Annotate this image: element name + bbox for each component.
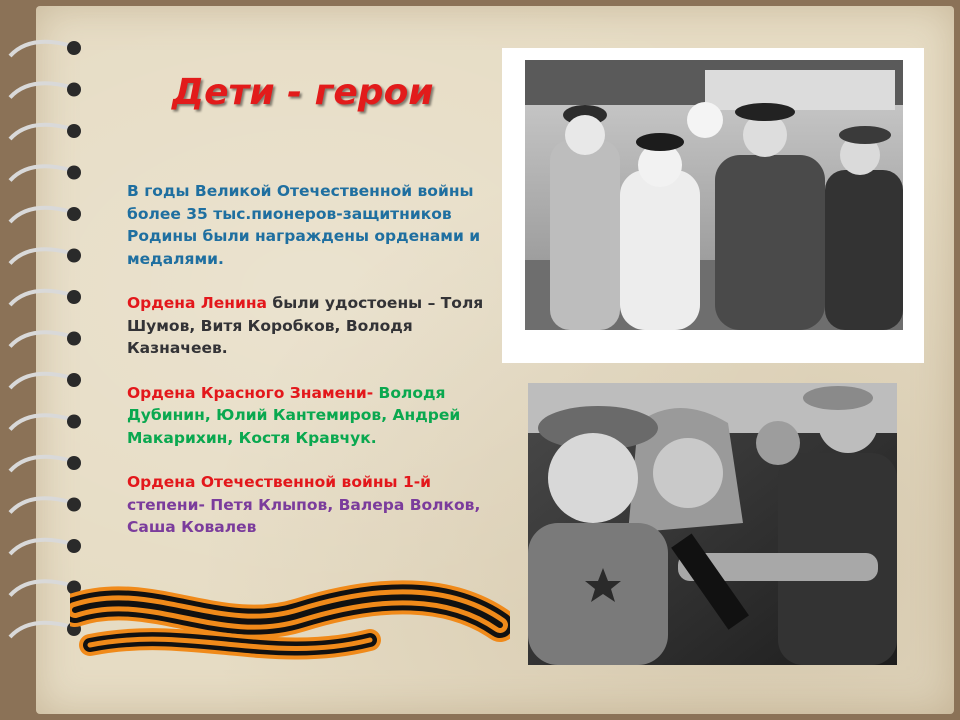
spiral-ring xyxy=(10,42,72,56)
spiral-ring xyxy=(10,125,72,139)
red-banner-text: Володя Дубинин, Юлий Кантемиров, Андрей Макарихин, Костя Кравчук. xyxy=(127,383,461,447)
spiral-ring xyxy=(10,374,72,388)
spiral-ring xyxy=(10,83,72,97)
red-banner-label: Ордена Красного Знамени- xyxy=(127,383,374,402)
lenin-label: Ордена Ленина xyxy=(127,294,267,312)
page-title: Дети - герои xyxy=(172,72,434,113)
binding-hole xyxy=(67,207,81,221)
binding-hole xyxy=(67,41,81,55)
intro-paragraph xyxy=(127,180,497,270)
photo-top xyxy=(525,60,903,330)
binding-hole xyxy=(67,166,81,180)
spiral-ring xyxy=(10,581,72,595)
patriotic-war-text: степени- Петя Клыпов, Валера Волков, Саша Ковалев xyxy=(127,495,481,536)
binding-hole xyxy=(67,373,81,387)
spiral-ring xyxy=(10,457,72,471)
spiral-ring xyxy=(10,415,72,429)
binding-hole xyxy=(67,332,81,346)
spiral-ring xyxy=(10,332,72,346)
binding-hole xyxy=(67,415,81,429)
binding-hole xyxy=(67,83,81,97)
st-george-ribbon xyxy=(70,570,510,670)
spiral-ring xyxy=(10,291,72,305)
spiral-ring xyxy=(10,249,72,263)
lenin-paragraph xyxy=(127,292,497,360)
spiral-ring xyxy=(10,540,72,554)
spiral-ring xyxy=(10,166,72,180)
intro-text: В годы Великой Отечественной войны более 35 тыс.пионеров-защитников Родины были награждены орденами и медалями. xyxy=(127,182,481,268)
red-banner-paragraph xyxy=(127,382,497,450)
spiral-ring xyxy=(10,208,72,222)
patriotic-war-label: Ордена Отечественной войны 1-й xyxy=(127,473,432,491)
binding-hole xyxy=(67,290,81,304)
body-text xyxy=(127,180,497,561)
binding-hole xyxy=(67,539,81,553)
binding-hole xyxy=(67,124,81,138)
photo-bottom xyxy=(528,383,897,665)
patriotic-war-paragraph xyxy=(127,471,497,539)
binding-hole xyxy=(67,249,81,263)
lenin-text: были удостоены – Толя Шумов, Витя Коробков, Володя Казначеев. xyxy=(127,294,484,357)
binding-hole xyxy=(67,498,81,512)
spiral-ring xyxy=(10,623,72,637)
binding-hole xyxy=(67,456,81,470)
spiral-ring xyxy=(10,498,72,512)
